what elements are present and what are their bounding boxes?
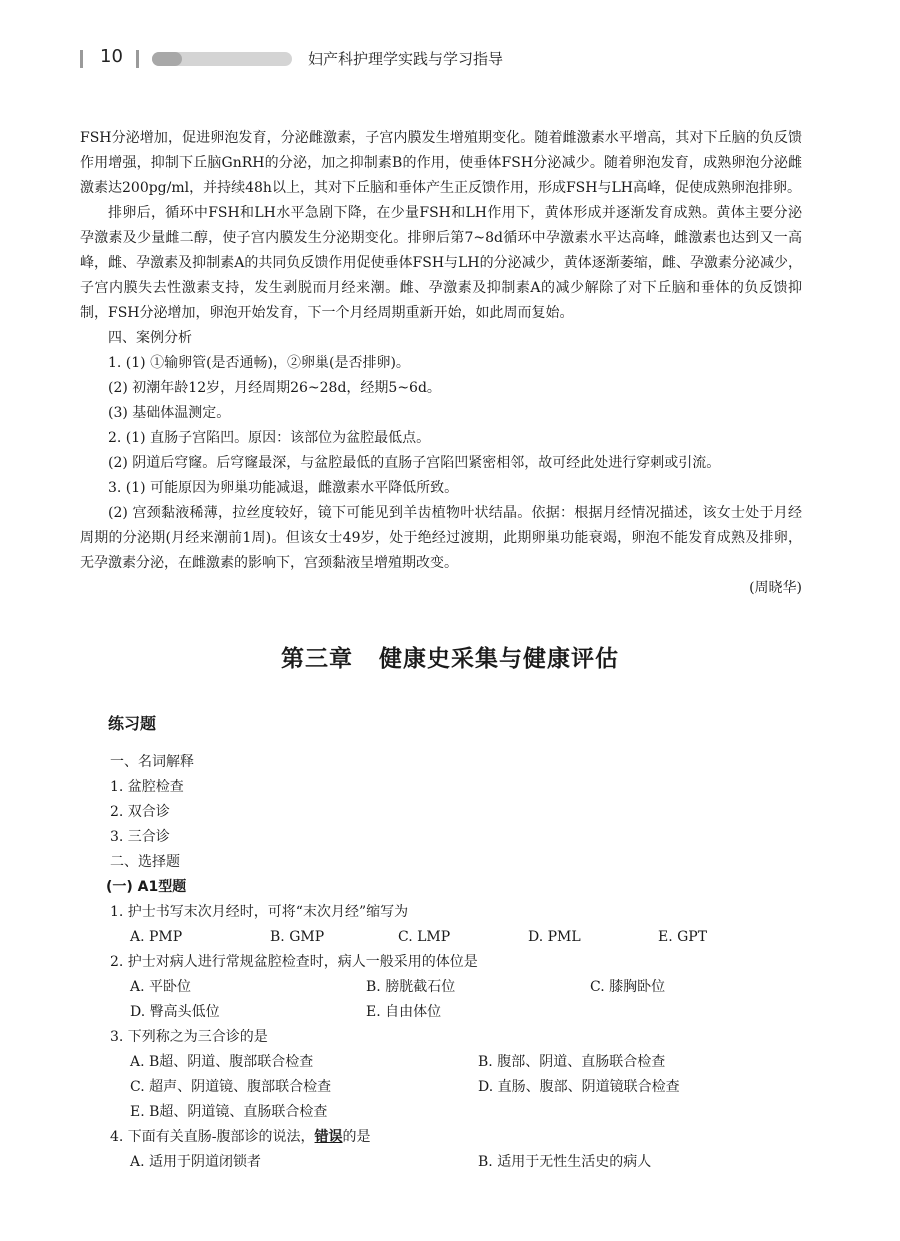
option: B. 腹部、阴道、直肠联合检查	[478, 1054, 666, 1070]
chapter-number: 第三章	[281, 646, 353, 672]
section-title: 练习题	[108, 714, 157, 733]
option: C. 膝胸卧位	[590, 979, 666, 995]
option: D. PML	[528, 929, 581, 945]
answer-line: 2. (1) 直肠子宫陷凹。原因：该部位为盆腔最低点。	[108, 430, 431, 446]
question-options	[110, 975, 810, 1000]
question-options	[110, 1100, 810, 1125]
chapter-title	[0, 640, 900, 673]
author-signature: (周晓华)	[749, 580, 802, 596]
option: E. B超、阴道镜、直肠联合检查	[130, 1104, 328, 1120]
answer-line: (3) 基础体温测定。	[108, 405, 231, 421]
header-pill	[152, 52, 292, 66]
header-divider	[136, 50, 139, 68]
option: A. 适用于阴道闭锁者	[130, 1154, 262, 1170]
answer-line: 3. (1) 可能原因为卵巢功能减退，雌激素水平降低所致。	[108, 480, 459, 496]
question-options	[110, 925, 810, 950]
question-stem	[110, 1125, 810, 1150]
case-analysis-heading: 四、案例分析	[108, 330, 192, 346]
header-divider	[80, 50, 83, 68]
option: A. B超、阴道、腹部联合检查	[130, 1054, 314, 1070]
answer-line: (2) 阴道后穹窿。后穹窿最深，与盆腔最低的直肠子宫陷凹紧密相邻，故可经此处进行穿刺或引流。	[108, 455, 721, 471]
option: C. 超声、阴道镜、腹部联合检查	[130, 1079, 332, 1095]
term-item: 2. 双合诊	[110, 804, 170, 820]
stem-emphasis: 错误	[314, 1129, 343, 1145]
option: C. LMP	[398, 929, 451, 945]
option: E. GPT	[658, 929, 708, 945]
answer-paragraph: (2) 宫颈黏液稀薄，拉丝度较好，镜下可能见到羊齿植物叶状结晶。依据：根据月经情况描述，该女士处于月经周期的分泌期(月经来潮前1周)。但该女士49岁，处于绝经过渡期，此期卵巢功能衰竭，卵泡不能发育成熟及排卵，无孕激素分泌，在雌激素的影响下，宫颈黏液呈增殖期改变。	[80, 505, 802, 571]
part-heading: 二、选择题	[110, 854, 180, 870]
question-stem: 2. 护士对病人进行常规盆腔检查时，病人一般采用的体位是	[110, 954, 478, 970]
question-options	[110, 1075, 810, 1100]
option: E. 自由体位	[366, 1004, 442, 1020]
chapter-name: 健康史采集与健康评估	[379, 646, 619, 672]
option: A. 平卧位	[130, 979, 192, 995]
option: D. 臀高头低位	[130, 1004, 220, 1020]
stem-text: 的是	[342, 1129, 371, 1145]
page-number: 10	[100, 46, 123, 67]
exercise-list	[106, 750, 810, 1175]
option: B. 膀胱截石位	[366, 979, 456, 995]
page-header	[80, 46, 820, 72]
question-type: (一) A1型题	[106, 879, 187, 895]
question-options	[110, 1050, 810, 1075]
answer-line: 1. (1) ①输卵管(是否通畅)，②卵巢(是否排卵)。	[108, 355, 410, 371]
option: B. 适用于无性生活史的病人	[478, 1154, 652, 1170]
paragraph: 排卵后，循环中FSH和LH水平急剧下降，在少量FSH和LH作用下，黄体形成并逐渐发育成熟。黄体主要分泌孕激素及少量雌二醇，使子宫内膜发生分泌期变化。排卵后第7~8d循环中孕激素水平达高峰，雌激素也达到又一高峰，雌、孕激素及抑制素A的共同负反馈作用促使垂体FSH与LH的分泌减少，黄体逐渐萎缩，雌、孕激素分泌减少，子宫内膜失去性激素支持，发生剥脱而月经来潮。雌、孕激素及抑制素A的减少解除了对下丘脑和垂体的负反馈抑制，FSH分泌增加，卵泡开始发育，下一个月经周期重新开始，如此周而复始。	[80, 205, 802, 321]
question-stem: 1. 护士书写末次月经时，可将“末次月经”缩写为	[110, 904, 409, 920]
term-item: 1. 盆腔检查	[110, 779, 184, 795]
part-heading: 一、名词解释	[110, 754, 194, 770]
question-options	[110, 1000, 810, 1025]
option: B. GMP	[270, 929, 325, 945]
question-stem: 3. 下列称之为三合诊的是	[110, 1029, 268, 1045]
book-title: 妇产科护理学实践与学习指导	[308, 50, 504, 68]
body-text	[80, 126, 802, 601]
option: A. PMP	[130, 929, 183, 945]
question-options	[110, 1150, 810, 1175]
stem-text: 4. 下面有关直肠-腹部诊的说法，	[110, 1129, 315, 1145]
term-item: 3. 三合诊	[110, 829, 170, 845]
paragraph-continued: FSH分泌增加，促进卵泡发育，分泌雌激素，子宫内膜发生增殖期变化。随着雌激素水平增高，其对下丘脑的负反馈作用增强，抑制下丘脑GnRH的分泌，加之抑制素B的作用，使垂体FSH分泌减少。随着卵泡发育，成熟卵泡分泌雌激素达200pg/ml，并持续48h以上，其对下丘脑和垂体产生正反馈作用，形成FSH与LH高峰，促使成熟卵泡排卵。	[80, 130, 802, 196]
answer-line: (2) 初潮年龄12岁，月经周期26~28d，经期5~6d。	[108, 380, 441, 396]
option: D. 直肠、腹部、阴道镜联合检查	[478, 1079, 680, 1095]
